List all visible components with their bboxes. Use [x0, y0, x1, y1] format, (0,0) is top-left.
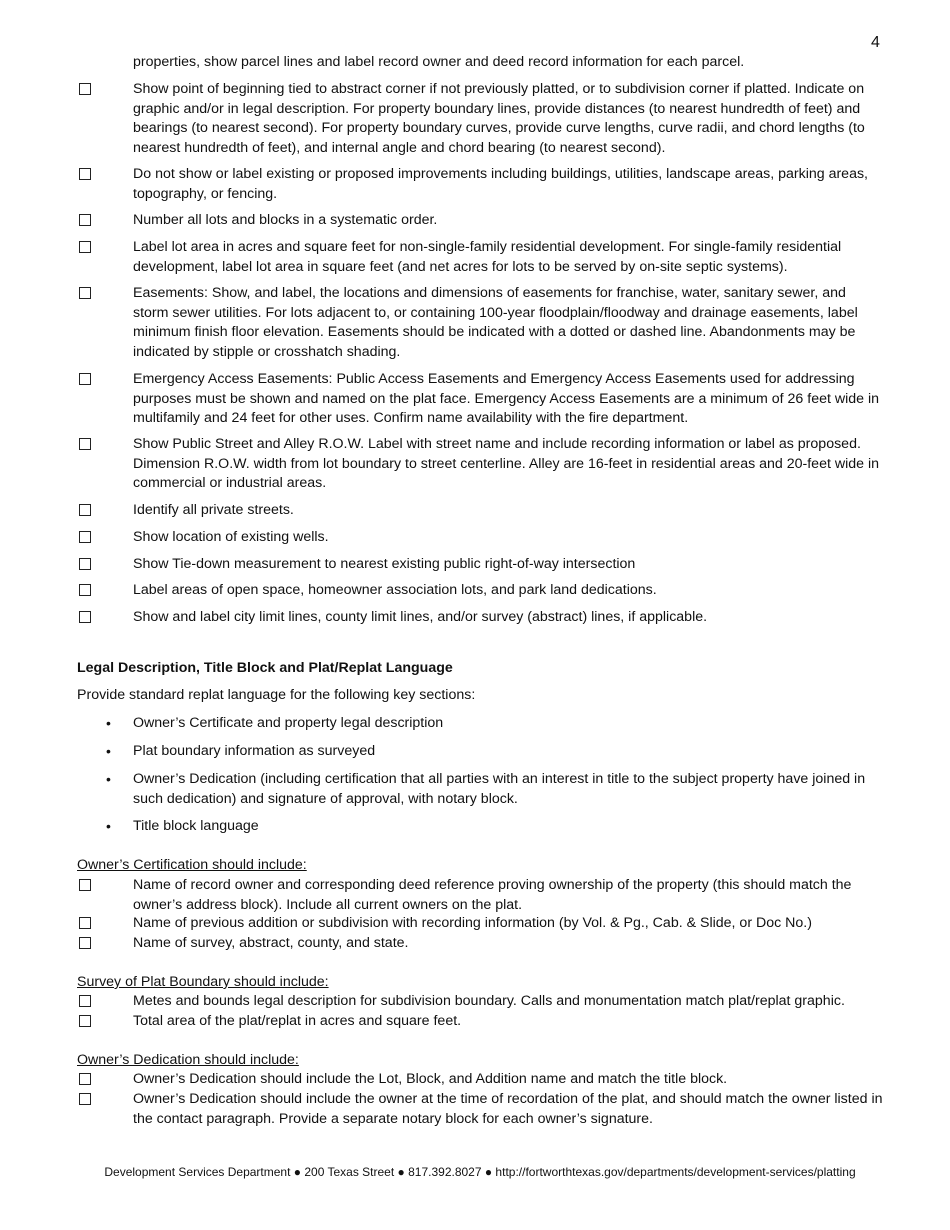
checklist-item-text: Easements: Show, and label, the locations and dimensions of easements for franchise, water, sanitary sewer, and storm sewer utilities. For lots adjacent to, or containing 100-year floodplain/floodway and drainage easements, label minimum finish floor elevation. Easements should be indicated with a dotted or dashed line. Abandonments may be indicated by stipple or crosshatch shading.: [133, 285, 858, 360]
checklist-item-text: Name of previous addition or subdivision with recording information (by Vol. & Pg., Cab. & Slide, or Doc No.): [133, 915, 812, 931]
checklist-item-text: Show and label city limit lines, county limit lines, and/or survey (abstract) lines, if applicable.: [133, 609, 708, 625]
checkbox[interactable]: [79, 937, 91, 949]
checklist-item-text: Show point of beginning tied to abstract corner if not previously platted, or to subdivision corner if platted. Indicate on graphic and/or in legal description. For property boundary lines, provide distances (to nearest hundredth of feet) and bearings (to nearest second). For property boundary curves, provide curve lengths, curve radii, and chord lengths (to nearest hundredth of feet), and internal angle and chord bearing (to nearest second).: [133, 81, 865, 156]
checklist-item-text: Label lot area in acres and square feet for non-single-family residential development. For single-family residential development, label lot area in square feet (and net acres for lots to be served by on-site septic systems).: [133, 239, 842, 275]
checklist-item-text: Label areas of open space, homeowner association lots, and park land dedications.: [133, 582, 657, 598]
checkbox[interactable]: [79, 438, 91, 450]
checklist-item-text: Total area of the plat/replat in acres and square feet.: [133, 1013, 462, 1029]
checklist-item-text: Name of survey, abstract, county, and state.: [133, 935, 409, 951]
checkbox[interactable]: [79, 531, 91, 543]
bullet-text: Owner’s Certificate and property legal description: [133, 715, 444, 731]
checkbox[interactable]: [79, 995, 91, 1007]
checklist-item-text: properties, show parcel lines and label record owner and deed record information for each parcel.: [133, 54, 745, 70]
checkbox[interactable]: [79, 504, 91, 516]
checkbox[interactable]: [79, 1015, 91, 1027]
page-footer: Development Services Department ● 200 Texas Street ● 817.392.8027 ● http://fortworthtexas.gov/departments/development-services/platting: [104, 1165, 856, 1179]
checklist-item-text: Show Tie-down measurement to nearest existing public right-of-way intersection: [133, 556, 636, 572]
bullet-icon: •: [106, 771, 111, 787]
subsection-heading: Survey of Plat Boundary should include:: [77, 974, 329, 990]
checkbox[interactable]: [79, 1073, 91, 1085]
bullet-icon: •: [106, 818, 111, 834]
checklist-item-text: Number all lots and blocks in a systematic order.: [133, 212, 438, 228]
checkbox[interactable]: [79, 917, 91, 929]
checkbox[interactable]: [79, 214, 91, 226]
checkbox[interactable]: [79, 879, 91, 891]
checklist-item-text: Metes and bounds legal description for subdivision boundary. Calls and monumentation match plat/replat graphic.: [133, 993, 845, 1009]
checkbox[interactable]: [79, 168, 91, 180]
checkbox[interactable]: [79, 584, 91, 596]
checkbox[interactable]: [79, 558, 91, 570]
section-intro: Provide standard replat language for the following key sections:: [77, 687, 476, 703]
checklist-item-text: Show location of existing wells.: [133, 529, 329, 545]
bullet-icon: •: [106, 715, 111, 731]
bullet-text: Owner’s Dedication (including certification that all parties with an interest in title to the subject property have joined in such dedication) and signature of approval, with notary block.: [133, 771, 866, 807]
checklist-item-text: Show Public Street and Alley R.O.W. Label with street name and include recording information or label as proposed. Dimension R.O.W. width from lot boundary to street centerline. Alley are 16-feet in residential areas and 20-feet wide in commercial or industrial areas.: [133, 436, 880, 491]
checklist-item-text: Owner’s Dedication should include the owner at the time of recordation of the plat, and should match the owner listed in the contact paragraph. Provide a separate notary block for each owner’s signature.: [133, 1091, 883, 1127]
subsection-heading: Owner’s Dedication should include:: [77, 1052, 299, 1068]
page-number: 4: [871, 34, 880, 51]
section-heading: Legal Description, Title Block and Plat/Replat Language: [77, 660, 453, 676]
checkbox[interactable]: [79, 611, 91, 623]
checkbox[interactable]: [79, 1093, 91, 1105]
bullet-icon: •: [106, 743, 111, 759]
checklist-item-text: Identify all private streets.: [133, 502, 294, 518]
bullet-text: Plat boundary information as surveyed: [133, 743, 376, 759]
bullet-text: Title block language: [133, 818, 259, 834]
checkbox[interactable]: [79, 241, 91, 253]
subsection-heading: Owner’s Certification should include:: [77, 857, 307, 873]
checklist-item-text: Owner’s Dedication should include the Lot, Block, and Addition name and match the title block.: [133, 1071, 728, 1087]
checklist-item-text: Name of record owner and corresponding deed reference proving ownership of the property (this should match the owner’s address block). Include all current owners on the plat.: [133, 877, 852, 913]
checklist-item-text: Emergency Access Easements: Public Access Easements and Emergency Access Easements used for addressing purposes must be shown and named on the plat face. Emergency Access Easements are a minimum of 26 feet wide in multifamily and 24 feet for other uses. Confirm name availability with the fire department.: [133, 371, 880, 426]
checkbox[interactable]: [79, 287, 91, 299]
checkbox[interactable]: [79, 373, 91, 385]
checkbox[interactable]: [79, 83, 91, 95]
checklist-item-text: Do not show or label existing or proposed improvements including buildings, utilities, landscape areas, parking areas, topography, or fencing.: [133, 166, 868, 202]
